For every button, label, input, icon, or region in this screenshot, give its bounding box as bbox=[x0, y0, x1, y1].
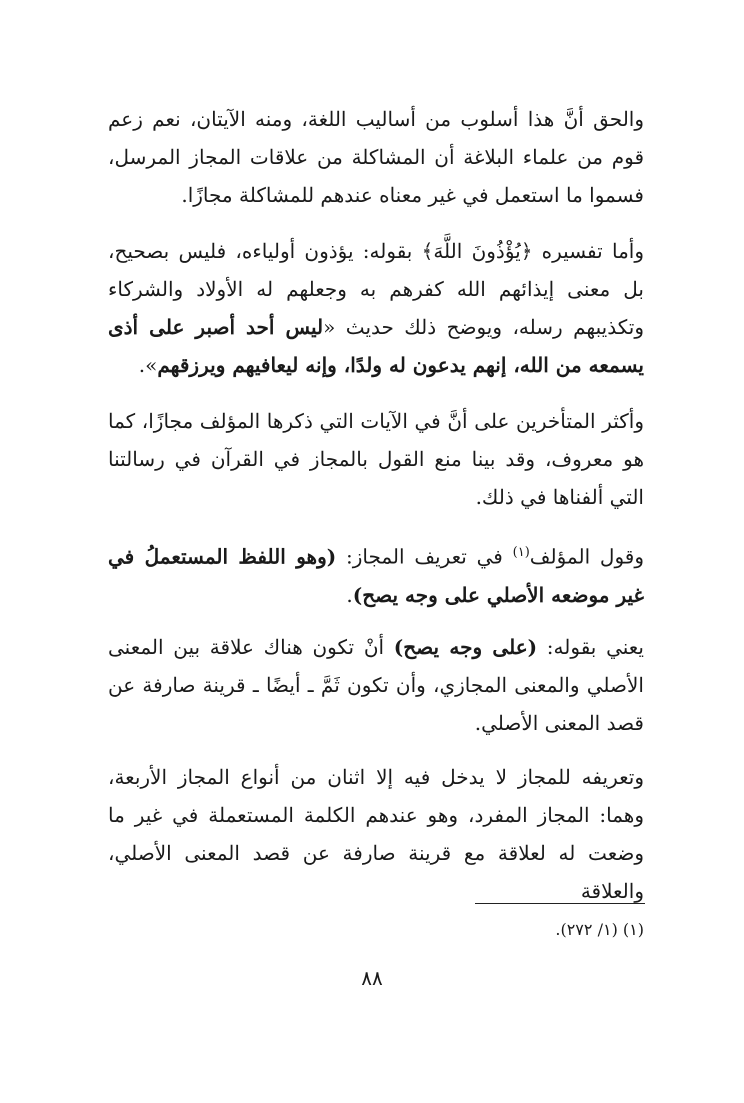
paragraph-text: وتعريفه للمجاز لا يدخل فيه إلا اثنان من أنواع المجاز الأربعة، وهما: المجاز المفرد، وهو عندهم الكلمة المستعملة في غير ما وضعت له لعلاقة مع قرينة صارفة عن قصد المعنى الأصلي، والعلاقة bbox=[108, 765, 644, 903]
hadith-quote: ليس أحد أصبر على أذى يسمعه من الله، إنهم يدعون له ولدًا، وإنه ليعافيهم ويرزقهم bbox=[108, 315, 644, 377]
paragraph-text: يعني بقوله: bbox=[537, 635, 644, 659]
paragraph-text: والحق أنَّ هذا أسلوب من أساليب اللغة، ومنه الآيتان، نعم زعم قوم من علماء البلاغة أن المشاكلة من علاقات المجاز المرسل، فسموا ما استعمل في غير معناه عندهم للمشاكلة مجازًا. bbox=[108, 107, 644, 207]
paragraph-text: أنْ تكون هناك علاقة بين المعنى الأصلي والمعنى المجازي، وأن تكون ثَمَّ ـ أيضًا ـ قرينة صارفة عن قصد المعنى الأصلي. bbox=[108, 635, 644, 735]
paragraph-text: وأكثر المتأخرين على أنَّ في الآيات التي ذكرها المؤلف مجازًا، كما هو معروف، وقد بينا منع القول بالمجاز في القرآن في رسالتنا التي ألفناها في ذلك. bbox=[108, 409, 644, 509]
definition-quote: (وهو اللفظ المستعملُ في غير موضعه الأصلي على وجه يصح) bbox=[108, 544, 644, 607]
footnote bbox=[108, 915, 644, 945]
paragraph-5 bbox=[108, 628, 644, 742]
paragraph-1 bbox=[108, 100, 644, 214]
paragraph-4 bbox=[108, 534, 644, 614]
page-number: ٨٨ bbox=[361, 966, 383, 990]
quoted-phrase: (على وجه يصح) bbox=[393, 635, 538, 659]
paragraph-2 bbox=[108, 232, 644, 384]
paragraph-6 bbox=[108, 758, 644, 910]
paragraph-text: . bbox=[346, 582, 353, 607]
footnote-reference: (١) bbox=[512, 545, 530, 560]
paragraph-3 bbox=[108, 402, 644, 516]
footnote-marker: (١) bbox=[622, 920, 644, 939]
paragraph-text: في تعريف المجاز: bbox=[336, 544, 513, 569]
paragraph-text: وقول المؤلف bbox=[529, 544, 644, 569]
paragraph-text: وأما تفسيره ﴿يُؤْذُونَ اللَّهَ﴾ بقوله: يؤذون أولياءه، فليس بصحيح، بل معنى إيذائهم الله كفرهم به وجعلهم له الأولاد والشركاء وتكذيبهم رسله، ويوضح ذلك حديث « bbox=[108, 239, 644, 339]
paragraph-text: ». bbox=[138, 353, 158, 377]
footnote-text: (١/ ٢٧٢). bbox=[555, 920, 618, 939]
footnote-divider bbox=[475, 903, 645, 904]
